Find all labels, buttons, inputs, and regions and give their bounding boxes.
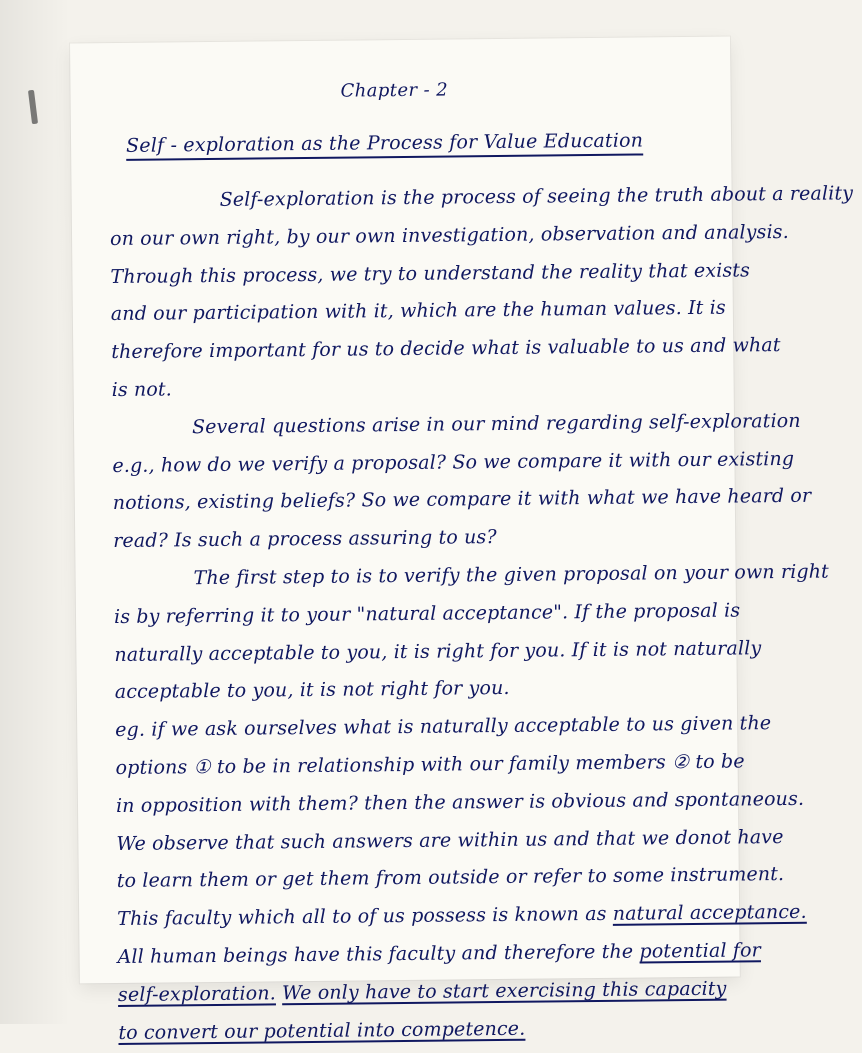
text-line-part: All human beings have this faculty and therefore the (117, 940, 634, 968)
handwritten-body (109, 177, 854, 1053)
text-line: options ① to be in relationship with our family members ② to be (115, 750, 745, 779)
text-line: Self-exploration is the process of seeing the truth about a reality (219, 182, 854, 211)
text-line (117, 895, 807, 939)
text-line: e.g., how do we verify a proposal? So we compare it with our existing (112, 447, 795, 477)
text-line-part: This faculty which all to of us possess is known as (117, 903, 607, 931)
text-line: is by referring it to your "natural acceptance". If the proposal is (113, 599, 741, 628)
underlined-phrase: We only have to start exercising this capacity (281, 977, 727, 1005)
text-line: on our own right, by our own investigation, observation and analysis. (109, 220, 789, 250)
underlined-term: self-exploration. (117, 982, 276, 1006)
text-line (118, 970, 728, 1014)
notebook-page (70, 37, 854, 1044)
text-line: acceptable to you, it is not right for you. (114, 677, 510, 704)
text-line: The first step to is to verify the given proposal on your own right (193, 560, 829, 590)
text-line: We observe that such answers are within us and that we donot have (116, 825, 784, 855)
text-line: is not. (111, 378, 173, 402)
text-line: read? Is such a process assuring to us? (113, 526, 497, 553)
underlined-term: natural acceptance. (612, 900, 807, 925)
text-line: to learn them or get them from outside or refer to some instrument. (116, 863, 785, 893)
text-line: therefore important for us to decide what is valuable to us and what (111, 334, 781, 364)
underlined-phrase: to convert our potential into competence. (118, 1017, 526, 1044)
text-line: in opposition with them? then the answer is obvious and spontaneous. (115, 787, 805, 817)
text-line: eg. if we ask ourselves what is naturally acceptable to us given the (115, 712, 772, 742)
text-line: Through this process, we try to understand the reality that exists (110, 258, 751, 288)
text-line: notions, existing beliefs? So we compare it with what we have heard or (112, 485, 812, 515)
left-binding-shadow (0, 0, 70, 1024)
text-line: and our participation with it, which are the human values. It is (110, 296, 726, 326)
text-line (118, 1008, 728, 1052)
page-title: Self - exploration as the Process for Value Education (126, 129, 643, 160)
text-line (117, 933, 761, 977)
chapter-heading: Chapter - 2 (340, 79, 449, 102)
text-line: Several questions arise in our mind regarding self-exploration (191, 409, 801, 438)
underlined-term: potential for (639, 939, 761, 963)
text-line: naturally acceptable to you, it is right for you. If it is not naturally (114, 636, 762, 666)
